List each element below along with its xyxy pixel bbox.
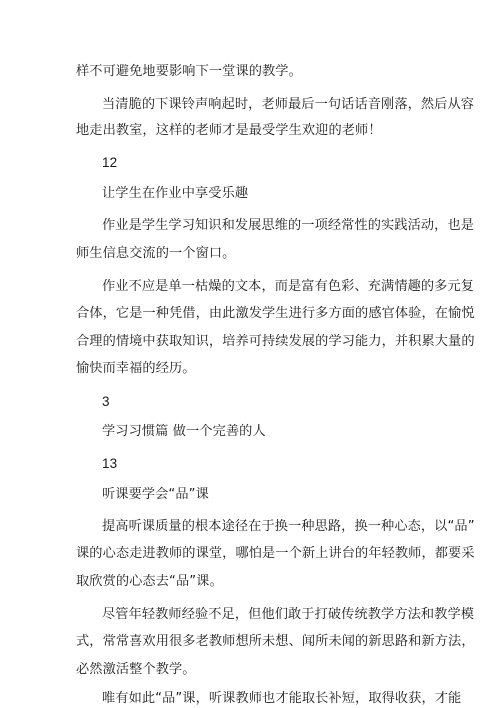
chapter-number-3: 3 (102, 394, 110, 409)
text-line: 合体，它是一种凭借，由此激发学生进行多方面的感官体验，在愉悦 (76, 306, 475, 321)
text-line: 课的心态走进教师的课堂，哪怕是一个新上讲台的年轻教师，都要采 (76, 546, 475, 561)
text-line: 愉快而幸福的经历。 (76, 361, 196, 376)
text-line: 必然激活整个教学。 (76, 662, 196, 677)
text-line: 取欣赏的心态去“品”课。 (76, 574, 223, 589)
text-line-continuation: 样不可避免地要影响下一堂课的教学。 (76, 64, 302, 79)
paragraph-young-teachers-start: 尽管年轻教师经验不足，但他们敢于打破传统教学方法和教学模 (102, 607, 475, 622)
paragraph-homework-form-start: 作业不应是单一枯燥的文本，而是富有色彩、充满情趣的多元复 (102, 279, 475, 294)
paragraph-only-then-start: 唯有如此“品”课，听课教师也才能取长补短，取得收获，才能 (102, 691, 462, 706)
section-heading-homework: 让学生在作业中享受乐趣 (102, 186, 249, 201)
text-line: 式，常常喜欢用很多老教师想所未想、闻所未闻的新思路和新方法， (76, 634, 475, 649)
paragraph-dismissal-start: 当清脆的下课铃声响起时，老师最后一句话话音刚落，然后从容 (102, 97, 475, 112)
paragraph-homework-start: 作业是学生学习知识和发展思维的一项经常性的实践活动，也是 (102, 218, 475, 233)
chapter-heading-habits: 学习习惯篇 做一个完善的人 (102, 424, 266, 439)
section-number-12: 12 (102, 155, 118, 170)
section-number-13: 13 (102, 456, 118, 471)
text-line: 师生信息交流的一个窗口。 (76, 246, 236, 261)
section-heading-lesson-appreciation: 听课要学会“品”课 (102, 487, 209, 502)
text-line: 地走出教室，这样的老师才是最受学生欢迎的老师！ (76, 123, 382, 138)
paragraph-listening-start: 提高听课质量的根本途径在于换一种思路，换一种心态，以“品” (102, 519, 475, 534)
text-line: 合理的情境中获取知识，培养可持续发展的学习能力，并积累大量的 (76, 334, 475, 349)
